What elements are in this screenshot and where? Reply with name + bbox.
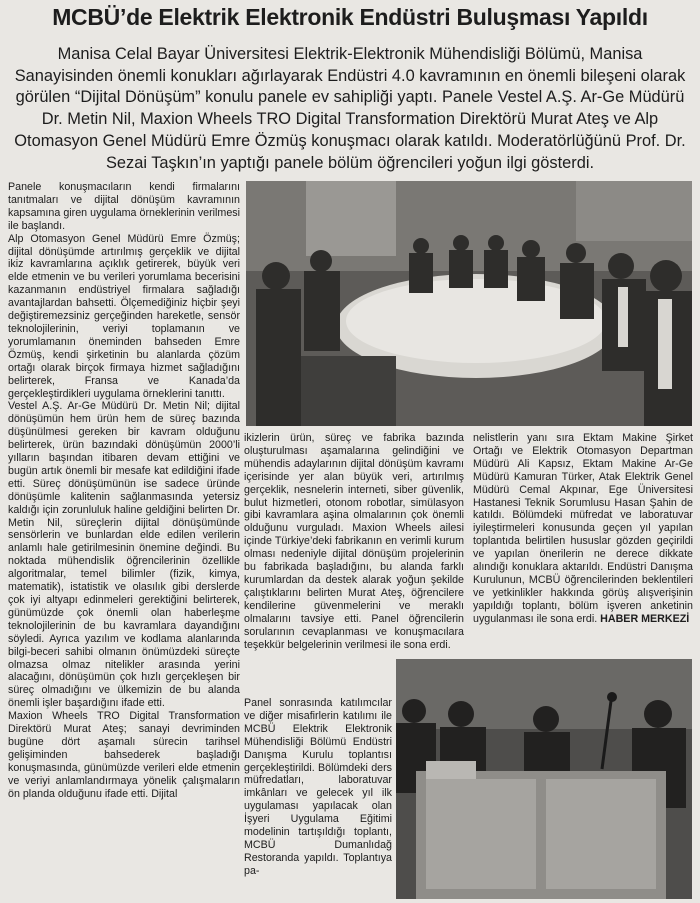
signature: HABER MERKEZİ (600, 612, 690, 625)
article-column-1 (8, 181, 240, 801)
col1-paragraph-intro: Panele konuşmacıların kendi firmalarını tanıtmaları ve dijital dönüşüm kavramının kapsamına giren uygulama örneklerinin verilmesi ile başlandı. (8, 181, 240, 232)
col1-paragraph-ates: Maxion Wheels TRO Digital Transformation Direktörü Murat Ateş; sanayi devriminden bugüne dört aşamalı sürecin tarihsel gelişiminden bahsederek başladığı konuşmasında, günümüzde verileri elde etmenin ve veriyi anlamlandırmaya yönelik çalışmaların ön planda olduğunu ifade etti. Dijital (8, 710, 240, 800)
col3-paragraph-attendees: nelistlerin yanı sıra Ektam Makine Şirket Ortağı ve Elektrik Otomasyon Departman Müdürü Ali Kapsız, Ektam Makine Ar-Ge Müdürü Kamuran Türker, Atak Elektrik Genel Müdürü Cemal Akpınar, Ege Üniversitesi Hastanesi Teknik Sorumlusu Hasan Şahin de katıldı. Bölümdeki müfredat ve laboratuvar iyileştirmeleri konusunda geçen yıl yapılan toplantıda belirtilen hususlar gözden geçirildi ve yapılan önerilerin ne derece dikkate alındığı konuklara aktarıldı. Endüstri Danışma Kurulunun, MCBÜ öğrencilerinden beklentileri ve yetkinlikler hakkında görüş alışverişinin yapıldığı toplantı, bölüm işveren anketinin uygulanması ile sona erdi. HABER MERKEZİ (473, 432, 693, 625)
col1-paragraph-nil: Vestel A.Ş. Ar-Ge Müdürü Dr. Metin Nil; dijital dönüşümün hem ürün hem de süreç bazında düşünülmesi gereken bir kavram olduğunu belirterek, ürün bazındaki dönüşümün 2000’li yılların başından itibaren devam ettiğini ve bugün artık önemli bir mesafe kat edildiğini ifade etti. Süreç dönüşümünün ise sadece üründe dönüşümle kalitenin sağlanmasında yetersiz kaldığı için zorunluluk haline geldiğini belirten Dr. Metin Nil, süreçlerin dijital dönüşümünde sensörlerin ve bunlardan elde edilen verilerin anlamlı hale getirilmesinin önemine değindi. Bu noktada mühendislik öğrencilerinin özellikle algoritmalar, temel bilimler (fizik, kimya, matematik), istatistik ve olasılık gibi derslerde çok iyi altyapı edinmeleri gerektiğini belirterek, günümüzde çok önemli olan haberleşme teknolojilerinin de bu kavramlara dayandığını söyledi. Ayrıca yazılım ve kodlama alanlarında bilgi-beceri sahibi olmanın önümüzdeki süreçte olmazsa olmaz nitelikler arasında yerini alacağını, dönüşümün çok hızlı gerçekleşen bir süreç olmadığını ve ülkemizin de bu alanda önemli işler başardığını ifade etti. (8, 400, 240, 710)
col2-paragraph-ates-cont: ikizlerin ürün, süreç ve fabrika bazında oluşturulması aşamalarına gelindiğini ve mühendis adaylarının dijital dönüşüm kavramı içerisinde yer alan büyük veri, artırılmış gerçeklik, nesnelerin interneti, siber güvenlik, bulut hizmetleri, otonom robotlar, simülasyon gibi kavramlara aşina olmalarının çok önemli olduğunu vurguladı. Maxion Wheels ailesi içinde Türkiye’deki fabrikanın en verimli kurum olması nedeniyle dijital dönüşüm projelerinin bu fabrikada başladığını, bu alanda farklı kurumlardan da destek alarak yoğun şekilde çalıştıklarını belirten Murat Ateş, öğrencilere kendilerine güvenmelerini ve meraklı olmalarını tavsiye etti. Panel öğrencilerin sorularının cevaplanması ve konuşmacılara teşekkür belgelerinin verilmesi ile sona erdi. (244, 432, 464, 651)
podium-photo (396, 659, 692, 899)
article-column-2 (244, 432, 464, 651)
headline: MCBÜ’de Elektrik Elektronik Endüstri Buluşması Yapıldı (52, 4, 648, 30)
col1-paragraph-ozmus: Alp Otomasyon Genel Müdürü Emre Özmüş; dijital dönüşümde artırılmış gerçeklik ve dijital ikiz kavramlarına açıklık getirerek, büyük veri elde etmenin ve bu verileri yorumlama becerisini kazanmanın endüstriyel firmalara sağladığı avantajlardan bahsetti. Ölçemediğiniz hiçbir şeyi değiştiremezsiniz gerçeğinden hareketle, sensör teknolojilerinin, veriyi toplamanın ve yorumlamanın öneminden bahseden Emre Özmüş, kendi şirketinin bu alanlarda çözüm ortağı olarak birçok firmaya hizmet sağladığını belirterek, Fransa ve Kanada’da gerçekleştirdikleri uygulama örneklerini tanıttı. (8, 232, 240, 400)
panel-meeting-photo (246, 181, 692, 426)
article-column-3 (473, 432, 693, 626)
lead-paragraph: Manisa Celal Bayar Üniversitesi Elektrik-Elektronik Mühendisliği Bölümü, Manisa Sanayisinden önemli konukları ağırlayarak Endüstri 4.0 kavramının en önemli bileşeni olarak görülen “Dijital Dönüşüm” konulu panele ev sahipliği yaptı. Panele Vestel A.Ş. Ar-Ge Müdürü Dr. Metin Nil, Maxion Wheels TRO Digital Transformation Direktörü Murat Ateş ve Alp Otomasyon Genel Müdürü Emre Özmüş konuşmacı olarak katıldı. Moderatörlüğünü Prof. Dr. Sezai Taşkın’ın yaptığı panele bölüm öğrencileri yoğun ilgi gösterdi. (14, 45, 686, 172)
col2-paragraph-board: Panel sonrasında katılımcılar ve diğer misafirlerin katılımı ile MCBÜ Elektrik Elektronik Mühendisliği Bölümü Endüstri Danışma Kurulu toplantısı gerçekleştirildi. Bölümdeki ders müfredatları, laboratuvar imkânları ve gelecek yıl ilk uygulaması yapılacak olan İşyeri Uygulama Eğitimi modelinin tartışıldığı toplantı, MCBÜ Dumanlıdağ Restoranda yapıldı. Toplantıya pa- (244, 697, 392, 877)
article-column-2-lower (244, 697, 392, 878)
